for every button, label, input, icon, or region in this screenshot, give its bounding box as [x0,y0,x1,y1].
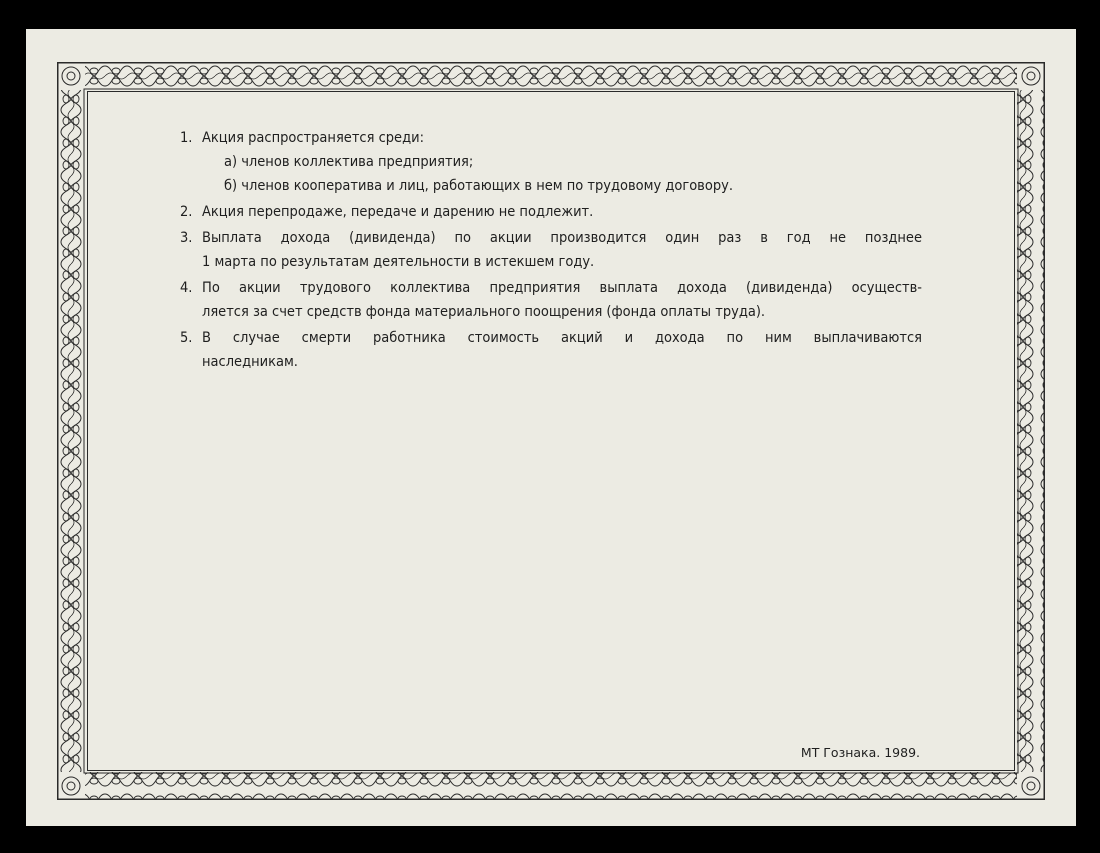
printer-imprint: МТ Гознака. 1989. [800,745,920,760]
term-item [180,126,922,198]
term-line: Акция распространяется среди: [202,130,424,146]
term-line: ляется за счет средств фонда материального поощрения (фонда оплаты труда). [202,304,766,320]
terms-list [180,126,922,376]
term-text [202,200,922,224]
term-item [180,200,922,224]
term-number: 2. [180,204,193,220]
term-text [202,226,922,274]
term-text [202,276,922,324]
term-number: 3. [180,230,193,246]
term-text [202,126,922,198]
term-number: 5. [180,330,193,346]
term-sub-item: а) членов коллектива предприятия; [224,154,474,170]
term-number: 4. [180,280,193,296]
term-line: Выплата дохода (дивиденда) по акции производится один раз в год не позднее [202,230,922,246]
term-item [180,276,922,324]
term-line: По акции трудового коллектива предприятия выплата дохода (дивиденда) осуществ- [202,280,922,296]
term-line: 1 марта по результатам деятельности в истекшем году. [202,254,595,270]
term-item [180,226,922,274]
term-number: 1. [180,130,193,146]
term-line: Акция перепродаже, передаче и дарению не подлежит. [202,204,594,220]
term-line: В случае смерти работника стоимость акций и дохода по ним выплачиваются [202,330,922,346]
term-item [180,326,922,374]
term-line: наследникам. [202,354,298,370]
term-text [202,326,922,374]
term-sub-item: б) членов кооператива и лиц, работающих в нем по трудовому договору. [224,178,733,194]
